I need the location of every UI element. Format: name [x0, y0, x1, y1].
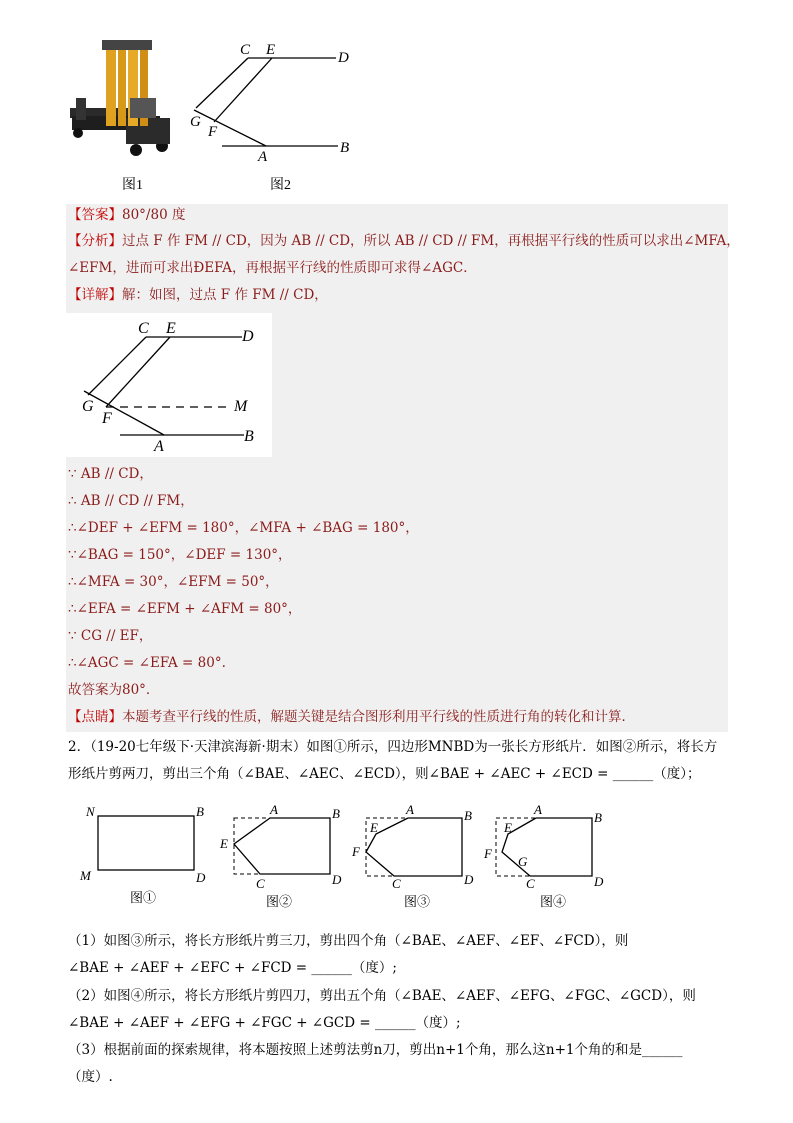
- fig2-label-g: G: [190, 114, 201, 130]
- q2-line-1: 2．（19-20七年级下·天津滨海新·期末）如图①所示，四边形MNBD为一张长方形纸片．如图②所示，将长方: [68, 739, 718, 755]
- q2-f4-label-e: E: [504, 820, 512, 835]
- q2-figures: [70, 796, 630, 916]
- fig2-label-f: F: [208, 124, 218, 140]
- detail-step-7: ∵ CG // EF，: [68, 628, 153, 644]
- detail-label-m: M: [234, 398, 248, 415]
- q2-sub3-line-2: （度）.: [68, 1069, 113, 1085]
- q2-f4-label-a: A: [534, 802, 542, 817]
- q2-caption-3: 图③: [404, 894, 431, 909]
- comment-line: [68, 707, 635, 727]
- q2-caption-4: 图④: [540, 894, 567, 909]
- q2-sub1-line-2: ∠BAE + ∠AEF + ∠EFC + ∠FCD = ______（度）;: [68, 960, 397, 976]
- q2-f2-label-a: A: [270, 802, 278, 817]
- q2-caption-1: 图①: [130, 890, 157, 905]
- fig2-label-c: C: [240, 42, 251, 58]
- detail-diagram: [66, 313, 272, 457]
- analysis-line-1: [68, 231, 740, 251]
- detail-intro: 解：如图，过点 F 作 FM // CD，: [122, 287, 328, 303]
- q2-f3-label-f: F: [352, 844, 360, 859]
- detail-step-3: ∴∠DEF + ∠EFM = 180°，∠MFA + ∠BAG = 180°，: [68, 520, 419, 536]
- q2-f2-label-b: B: [332, 806, 340, 821]
- q2-f4-label-f: F: [484, 846, 492, 861]
- analysis-text-1: 过点 F 作 FM // CD，因为 AB // CD，所以 AB // CD // FM，再根据平行线的性质可以求出∠MFA，: [122, 233, 740, 249]
- q2-f1-label-m: M: [80, 868, 91, 883]
- detail-label-e: E: [166, 320, 176, 337]
- q2-f3-label-a: A: [406, 802, 414, 817]
- detail-label-g: G: [82, 398, 94, 415]
- q2-f1-label-d: D: [196, 870, 206, 885]
- detail-label-c: C: [138, 320, 149, 337]
- detail-step-2: ∴ AB // CD // FM，: [68, 493, 194, 509]
- q2-f4-label-b: B: [594, 810, 602, 825]
- q2-f2-label-c: C: [256, 876, 265, 891]
- fig2-label-e: E: [266, 42, 276, 58]
- detail-step-5: ∴∠MFA = 30°，∠EFM = 50°，: [68, 574, 279, 590]
- analysis-line-2: ∠EFM，进而可求出ÐEFA，再根据平行线的性质即可求得∠AGC．: [68, 260, 477, 276]
- q2-sub2-line-2: ∠BAE + ∠AEF + ∠EFG + ∠FGC + ∠GCD = ______（度）;: [68, 1015, 461, 1031]
- detail-label-a: A: [154, 438, 164, 455]
- answer-tag: 【答案】: [68, 207, 122, 223]
- detail-step-1: ∵ AB // CD，: [68, 466, 153, 482]
- q2-f3-label-e: E: [370, 820, 378, 835]
- q2-f2-label-d: D: [332, 872, 342, 887]
- detail-step-8: ∴∠AGC = ∠EFA = 80°.: [68, 655, 226, 671]
- q2-sub2-line-1: （2）如图④所示，将长方形纸片剪四刀，剪出五个角（∠BAE、∠AEF、∠EFG、∠FGC、∠GCD），则: [68, 988, 696, 1004]
- detail-step-6: ∴∠EFA = ∠EFM + ∠AFM = 80°，: [68, 601, 302, 617]
- q2-f4-label-c: C: [526, 876, 535, 891]
- analysis-tag: 【分析】: [68, 233, 122, 249]
- fig2-caption: 图2: [270, 178, 291, 193]
- fig1-caption: 图1: [122, 178, 143, 193]
- fig2-label-b: B: [340, 140, 350, 156]
- detail-tag: 【详解】: [68, 287, 122, 303]
- comment-tag: 【点睛】: [68, 709, 122, 725]
- q2-f2-label-e: E: [220, 836, 228, 851]
- detail-line: [68, 285, 328, 305]
- detail-conclusion: 故答案为80°．: [68, 682, 160, 698]
- q2-f4-label-d: D: [594, 874, 604, 889]
- q2-f3-label-c: C: [392, 876, 401, 891]
- detail-step-4: ∵∠BAG = 150°，∠DEF = 130°，: [68, 547, 292, 563]
- jack-photo: [66, 38, 180, 160]
- q2-f4-label-g: G: [518, 854, 528, 869]
- fig2-label-a: A: [258, 149, 268, 165]
- fig2-diagram: [186, 38, 356, 168]
- detail-label-b: B: [244, 428, 254, 445]
- q2-f3-label-b: B: [464, 808, 472, 823]
- detail-label-f: F: [102, 410, 112, 427]
- fig2-label-d: D: [338, 50, 349, 66]
- comment-text: 本题考查平行线的性质，解题关键是结合图形利用平行线的性质进行角的转化和计算．: [122, 709, 635, 725]
- answer-text: 80°/80 度: [122, 207, 186, 223]
- q2-caption-2: 图②: [266, 894, 293, 909]
- q2-sub3-line-1: （3）根据前面的探索规律，将本题按照上述剪法剪n刀，剪出n+1个角，那么这n+1个角的和是______: [68, 1042, 683, 1058]
- detail-label-d: D: [242, 328, 254, 345]
- q2-f1-label-n: N: [86, 804, 95, 819]
- answer-line: [68, 205, 185, 225]
- q2-line-2: 形纸片剪两刀，剪出三个角（∠BAE、∠AEC、∠ECD），则∠BAE + ∠AEC + ∠ECD = ______（度）；: [68, 766, 701, 782]
- q2-f1-label-b: B: [196, 804, 204, 819]
- q2-f3-label-d: D: [464, 872, 474, 887]
- q2-sub1-line-1: （1）如图③所示，将长方形纸片剪三刀，剪出四个角（∠BAE、∠AEF、∠EF、∠FCD），则: [68, 933, 629, 949]
